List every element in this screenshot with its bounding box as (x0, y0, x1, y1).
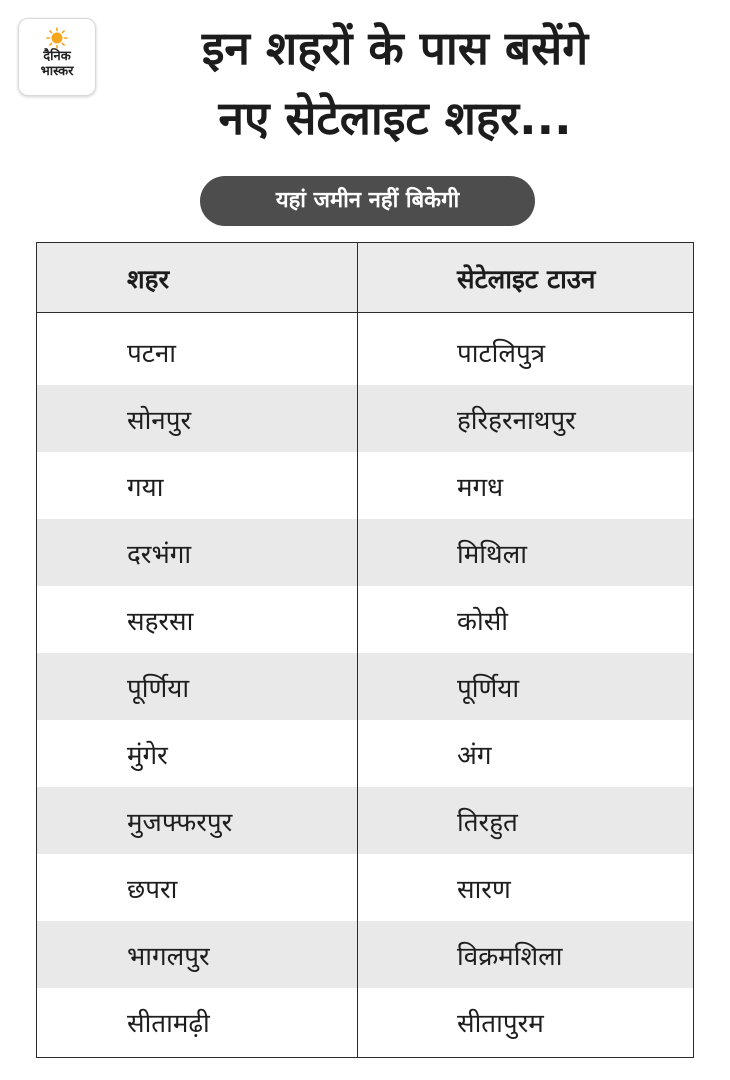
header-city: शहर (127, 264, 170, 295)
headline-line2: नए सेटेलाइट शहर... (218, 91, 572, 145)
table-row (37, 720, 693, 787)
satellite-town-cell: अंग (457, 740, 492, 771)
satellite-town-cell: मगध (457, 472, 504, 503)
city-cell: छपरा (127, 874, 178, 905)
table-row (37, 586, 693, 653)
table-row (37, 854, 693, 921)
city-cell: भागलपुर (127, 941, 210, 972)
satellite-town-cell: विक्रमशिला (457, 941, 563, 972)
satellite-town-cell: पूर्णिया (457, 673, 520, 704)
table-row (37, 988, 693, 1055)
satellite-town-cell: कोसी (457, 606, 509, 637)
table-row (37, 519, 693, 586)
city-cell: सोनपुर (127, 405, 192, 436)
satellite-town-cell: मिथिला (457, 539, 527, 570)
table-header-row (37, 243, 693, 313)
table-row (37, 385, 693, 452)
subtitle-badge: यहां जमीन नहीं बिकेगी (200, 176, 535, 226)
satellite-town-cell: सारण (457, 874, 511, 905)
table-row (37, 452, 693, 519)
logo-text-line1: दैनिक (43, 49, 71, 64)
sun-icon (46, 27, 68, 49)
table-row (37, 653, 693, 720)
satellite-town-cell: पाटलिपुत्र (457, 338, 546, 369)
satellite-town-table (36, 242, 694, 1058)
dainik-bhaskar-logo (18, 18, 96, 96)
header-satellite-town: सेटेलाइट टाउन (457, 264, 596, 295)
city-cell: पटना (127, 338, 177, 369)
city-cell: मुजफ्फरपुर (127, 807, 233, 838)
city-cell: पूर्णिया (127, 673, 190, 704)
table-body (37, 313, 693, 1055)
satellite-town-cell: हरिहरनाथपुर (457, 405, 576, 436)
table-row (37, 921, 693, 988)
city-cell: मुंगेर (127, 740, 168, 771)
logo-text-line2: भास्कर (40, 64, 74, 79)
satellite-town-cell: सीतापुरम (457, 1008, 544, 1039)
column-divider (357, 243, 358, 1057)
city-cell: सीतामढ़ी (127, 1008, 210, 1039)
satellite-town-cell: तिरहुत (457, 807, 518, 838)
table-row (37, 787, 693, 854)
headline-line1: इन शहरों के पास बसेंगे (201, 21, 589, 75)
table-row (37, 318, 693, 385)
city-cell: सहरसा (127, 606, 194, 637)
city-cell: गया (127, 472, 164, 503)
city-cell: दरभंगा (127, 539, 192, 570)
